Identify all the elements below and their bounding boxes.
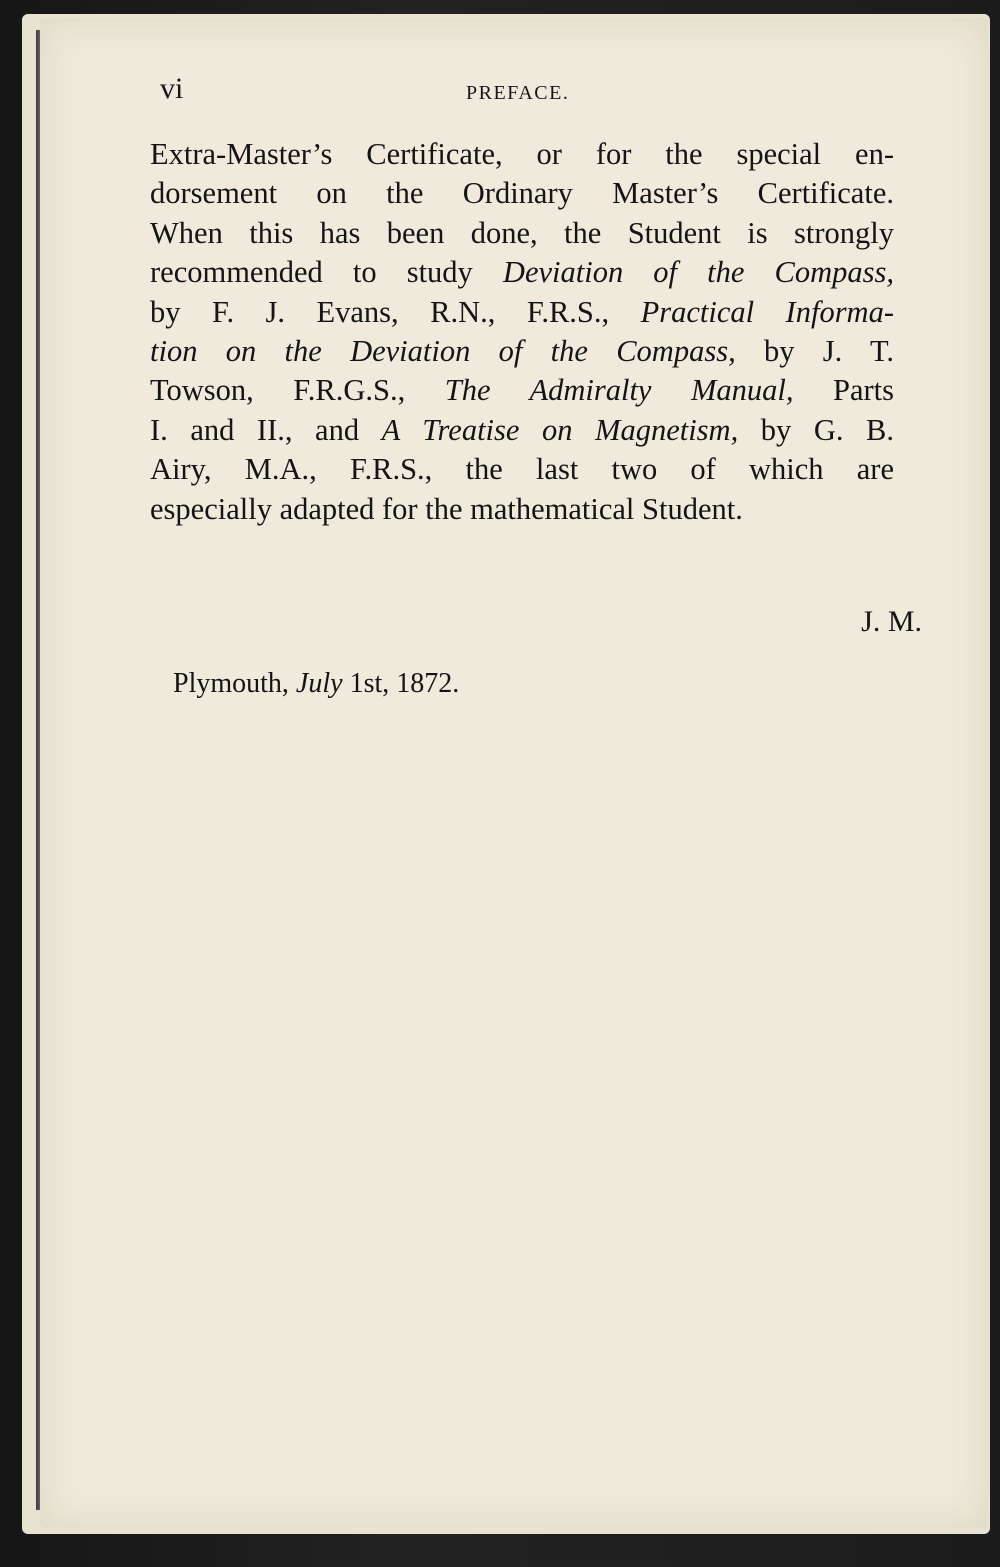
text-line [150, 293, 894, 332]
text-run: especially adapted for the mathematical Student. [150, 491, 743, 526]
date-rest: 1st, 1872. [342, 668, 460, 699]
text-run: Airy, M.A., F.R.S., the last two of which are [150, 452, 894, 487]
running-head: PREFACE. [466, 82, 570, 104]
date-month: July [295, 668, 343, 699]
italic-title: Deviation of the Compass, [502, 255, 894, 290]
page-number: vi [160, 72, 184, 105]
text-run: Parts [793, 373, 895, 408]
text-run: dorsement on the Ordinary Master’s Certificate. [150, 176, 894, 211]
text-run: Extra-Master’s Certificate, or for the special en- [150, 137, 894, 171]
italic-title: tion on the Deviation of the Compass, [150, 334, 736, 369]
text-line [150, 490, 894, 529]
text-line [150, 371, 894, 410]
text-line [150, 450, 894, 489]
text-line [150, 174, 894, 213]
italic-title: Practical Informa- [640, 294, 894, 329]
text-run: I. and II., and [150, 412, 382, 447]
text-run: recommended to study [150, 255, 503, 290]
text-line [150, 214, 894, 253]
page-header [160, 72, 900, 112]
italic-title: A Treatise on Magnetism, [381, 412, 739, 447]
text-line [150, 135, 894, 174]
text-line [150, 332, 894, 371]
author-initials: J. M. [861, 605, 922, 638]
text-line [150, 253, 894, 292]
text-run: Towson, F.R.G.S., [150, 373, 445, 408]
italic-title: The Admiralty Manual, [444, 373, 794, 408]
preface-paragraph [150, 135, 894, 529]
text-line [150, 411, 894, 450]
place: Plymouth, [173, 668, 296, 699]
text-run: by G. B. [738, 412, 895, 447]
text-run: by F. J. Evans, R.N., F.R.S., [150, 294, 641, 329]
text-run: by J. T. [735, 334, 895, 369]
place-and-date [173, 668, 459, 700]
text-run: When this has been done, the Student is strongly [150, 215, 894, 250]
